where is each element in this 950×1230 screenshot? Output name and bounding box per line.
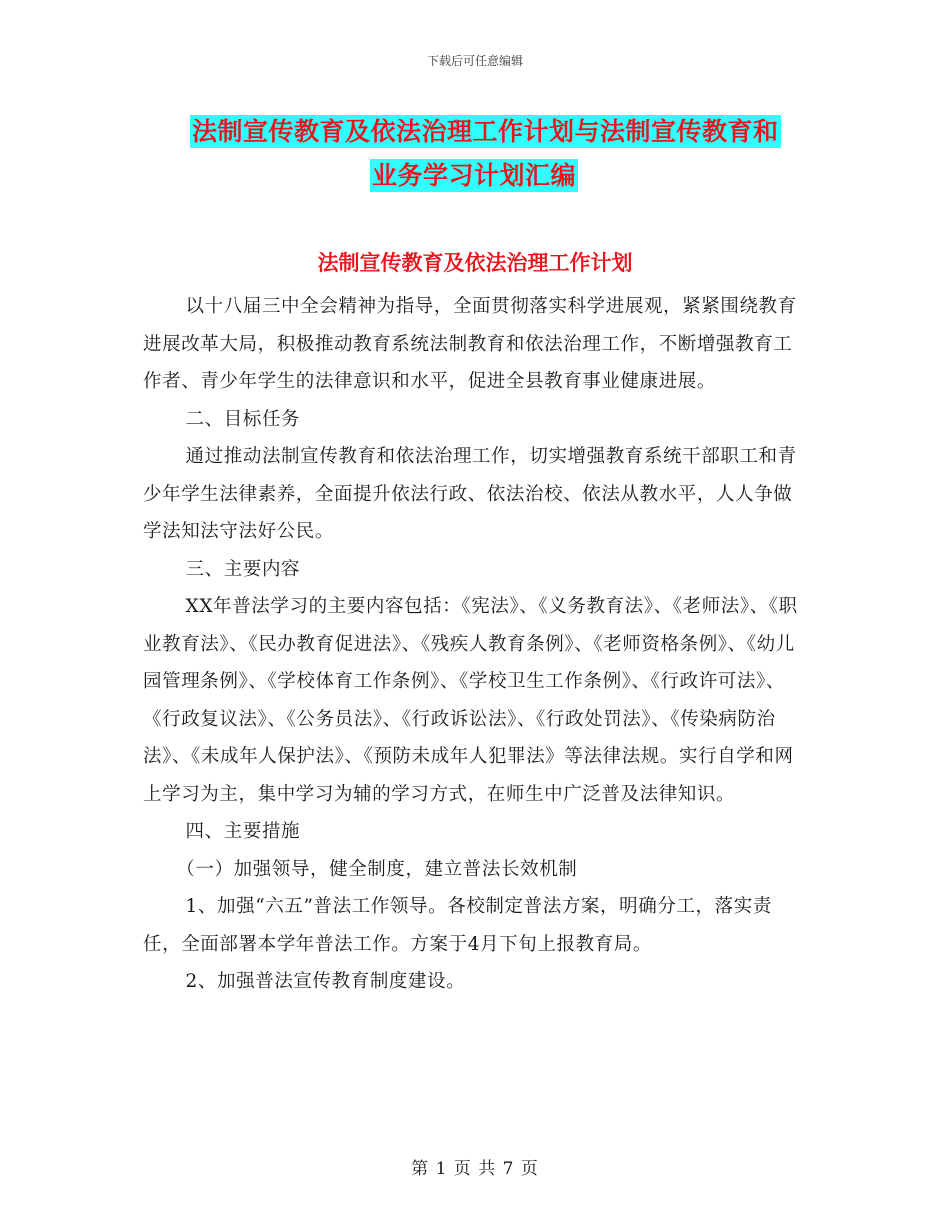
heading-goals: 二、目标任务	[185, 408, 301, 430]
paragraph-goals: 通过推动法制宣传教育和依法治理工作，切实增强教育系统干部职工和青少年学生法律素养，全面提升依法行政、依法治校、依法从教水平，人人争做学法知法守法好公民。	[143, 446, 797, 542]
heading-measures: 四、主要措施	[185, 821, 301, 842]
section-title: 法制宣传教育及依法治理工作计划	[317, 251, 633, 275]
paragraph-intro: 以十八届三中全会精神为指导，全面贯彻落实科学进展观，紧紧围绕教育进展改革大局，积极推动教育系统法制教育和依法治理工作，不断增强教育工作者、青少年学生的法律意识和水平，促进全县教育事业健康进展。	[143, 296, 797, 392]
paragraph-measure-2: 2、加强普法宣传教育制度建设。	[185, 971, 466, 992]
document-title-line-1: 法制宣传教育及依法治理工作计划与法制宣传教育和	[192, 117, 779, 146]
heading-content: 三、主要内容	[185, 558, 301, 580]
header-note: 下载后可任意编辑	[426, 54, 523, 68]
page-footer: 第 1 页 共 7 页	[411, 1159, 539, 1179]
document-title-line-2: 业务学习计划汇编	[372, 161, 577, 190]
paragraph-measure-1: 1、加强“六五”普法工作领导。各校制定普法方案，明确分工，落实责任，全面部署本学年普法工作。方案于4月下旬上报教育局。	[143, 896, 772, 955]
paragraph-content: XX年普法学习的主要内容包括：《宪法》、《义务教育法》、《老师法》、《职业教育法》、《民办教育促进法》、《残疾人教育条例》、《老师资格条例》、《幼儿园管理条例》、《学校体育工作条例》、《学校卫生工作条例》、《行政许可法》、《行政复议法》、《公务员法》、《行政诉讼法》、《行政处罚法》、《传染病防治法》、《未成年人保护法》、《预防未成年人犯罪法》等法律法规。实行自学和网上学习为主，集中学习为辅的学习方式，在师生中广泛普及法律知识。	[143, 596, 798, 805]
subheading-leadership: （一）加强领导，健全制度，建立普法长效机制	[176, 858, 578, 880]
document-body	[143, 288, 798, 1001]
